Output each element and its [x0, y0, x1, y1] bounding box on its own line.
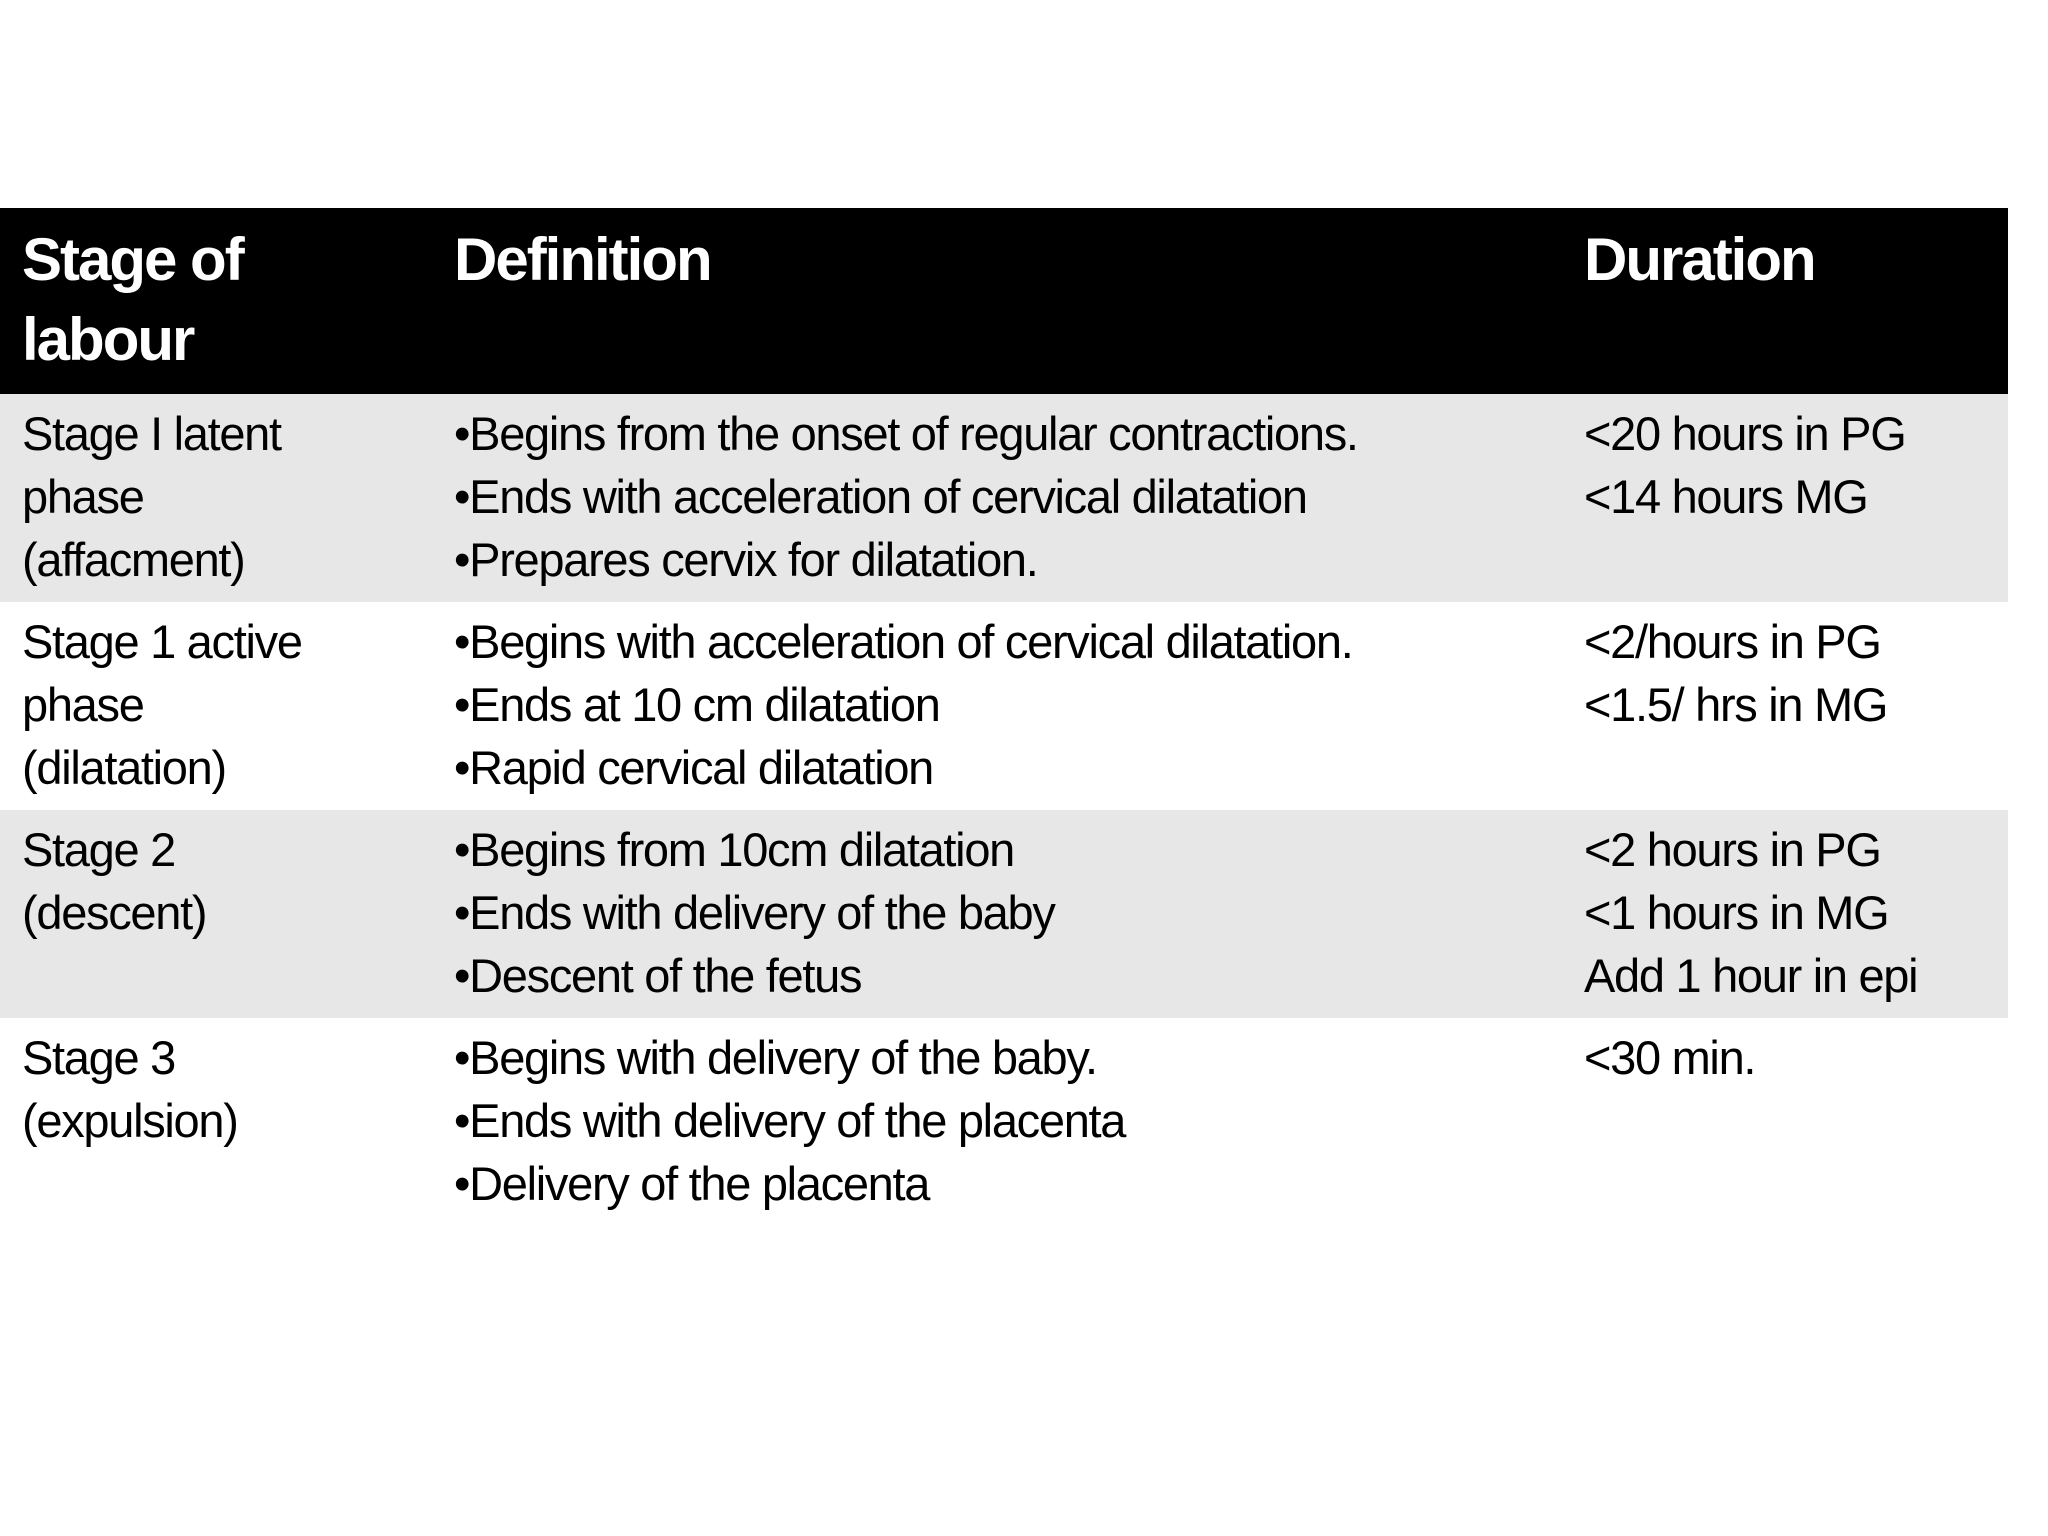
header-stage-line: labour	[22, 306, 194, 373]
stage-cell	[22, 610, 422, 799]
definition-bullet: • Begins with delivery of the baby.	[454, 1026, 1554, 1089]
table-row	[0, 1018, 2008, 1230]
stage-cell	[22, 818, 422, 944]
definition-bullet: • Delivery of the placenta	[454, 1152, 1554, 1215]
definition-cell	[454, 610, 1554, 799]
definition-bullet: • Ends with delivery of the baby	[454, 881, 1554, 944]
duration-line: <2/hours in PG	[1584, 615, 1881, 668]
definition-bullet: • Ends with delivery of the placenta	[454, 1089, 1554, 1152]
duration-line: <1 hours in MG	[1584, 886, 1889, 939]
duration-line: <1.5/ hrs in MG	[1584, 678, 1888, 731]
table-row	[0, 810, 2008, 1018]
duration-cell	[1584, 610, 2004, 736]
stage-line: (expulsion)	[22, 1094, 238, 1147]
stage-cell	[22, 1026, 422, 1152]
header-stage-line: Stage of	[22, 226, 243, 293]
labour-stages-table	[0, 208, 2008, 1230]
definition-bullet: • Begins from the onset of regular contractions.	[454, 402, 1554, 465]
duration-cell	[1584, 1026, 2004, 1089]
table-row	[0, 602, 2008, 810]
header-duration: Duration	[1584, 226, 1815, 293]
duration-line: <20 hours in PG	[1584, 407, 1906, 460]
stage-line: Stage 2	[22, 823, 175, 876]
stage-line: (descent)	[22, 886, 207, 939]
duration-line: <14 hours MG	[1584, 470, 1868, 523]
stage-line: (dilatation)	[22, 741, 226, 794]
stage-line: phase	[22, 470, 144, 523]
stage-line: Stage 1 active	[22, 615, 302, 668]
definition-bullet: • Ends with acceleration of cervical dilatation	[454, 465, 1554, 528]
definition-bullet: • Descent of the fetus	[454, 944, 1554, 1007]
definition-cell	[454, 402, 1554, 591]
stage-line: phase	[22, 678, 144, 731]
stage-cell	[22, 402, 422, 591]
definition-bullet: • Rapid cervical dilatation	[454, 736, 1554, 799]
stage-line: (affacment)	[22, 533, 245, 586]
definition-cell	[454, 1026, 1554, 1215]
duration-line: <30 min.	[1584, 1031, 1756, 1084]
definition-bullet: • Ends at 10 cm dilatation	[454, 673, 1554, 736]
duration-line: <2 hours in PG	[1584, 823, 1881, 876]
duration-cell	[1584, 402, 2004, 528]
duration-cell	[1584, 818, 2004, 1007]
definition-cell	[454, 818, 1554, 1007]
definition-bullet: • Begins with acceleration of cervical dilatation.	[454, 610, 1554, 673]
definition-bullet: • Prepares cervix for dilatation.	[454, 528, 1554, 591]
table-row	[0, 394, 2008, 602]
duration-line: Add 1 hour in epi	[1584, 949, 1918, 1002]
definition-bullet: • Begins from 10cm dilatation	[454, 818, 1554, 881]
header-stage-of-labour	[22, 220, 422, 380]
stage-line: Stage I latent	[22, 407, 281, 460]
header-definition: Definition	[454, 226, 711, 293]
stage-line: Stage 3	[22, 1031, 175, 1084]
table-header-row	[0, 208, 2008, 394]
